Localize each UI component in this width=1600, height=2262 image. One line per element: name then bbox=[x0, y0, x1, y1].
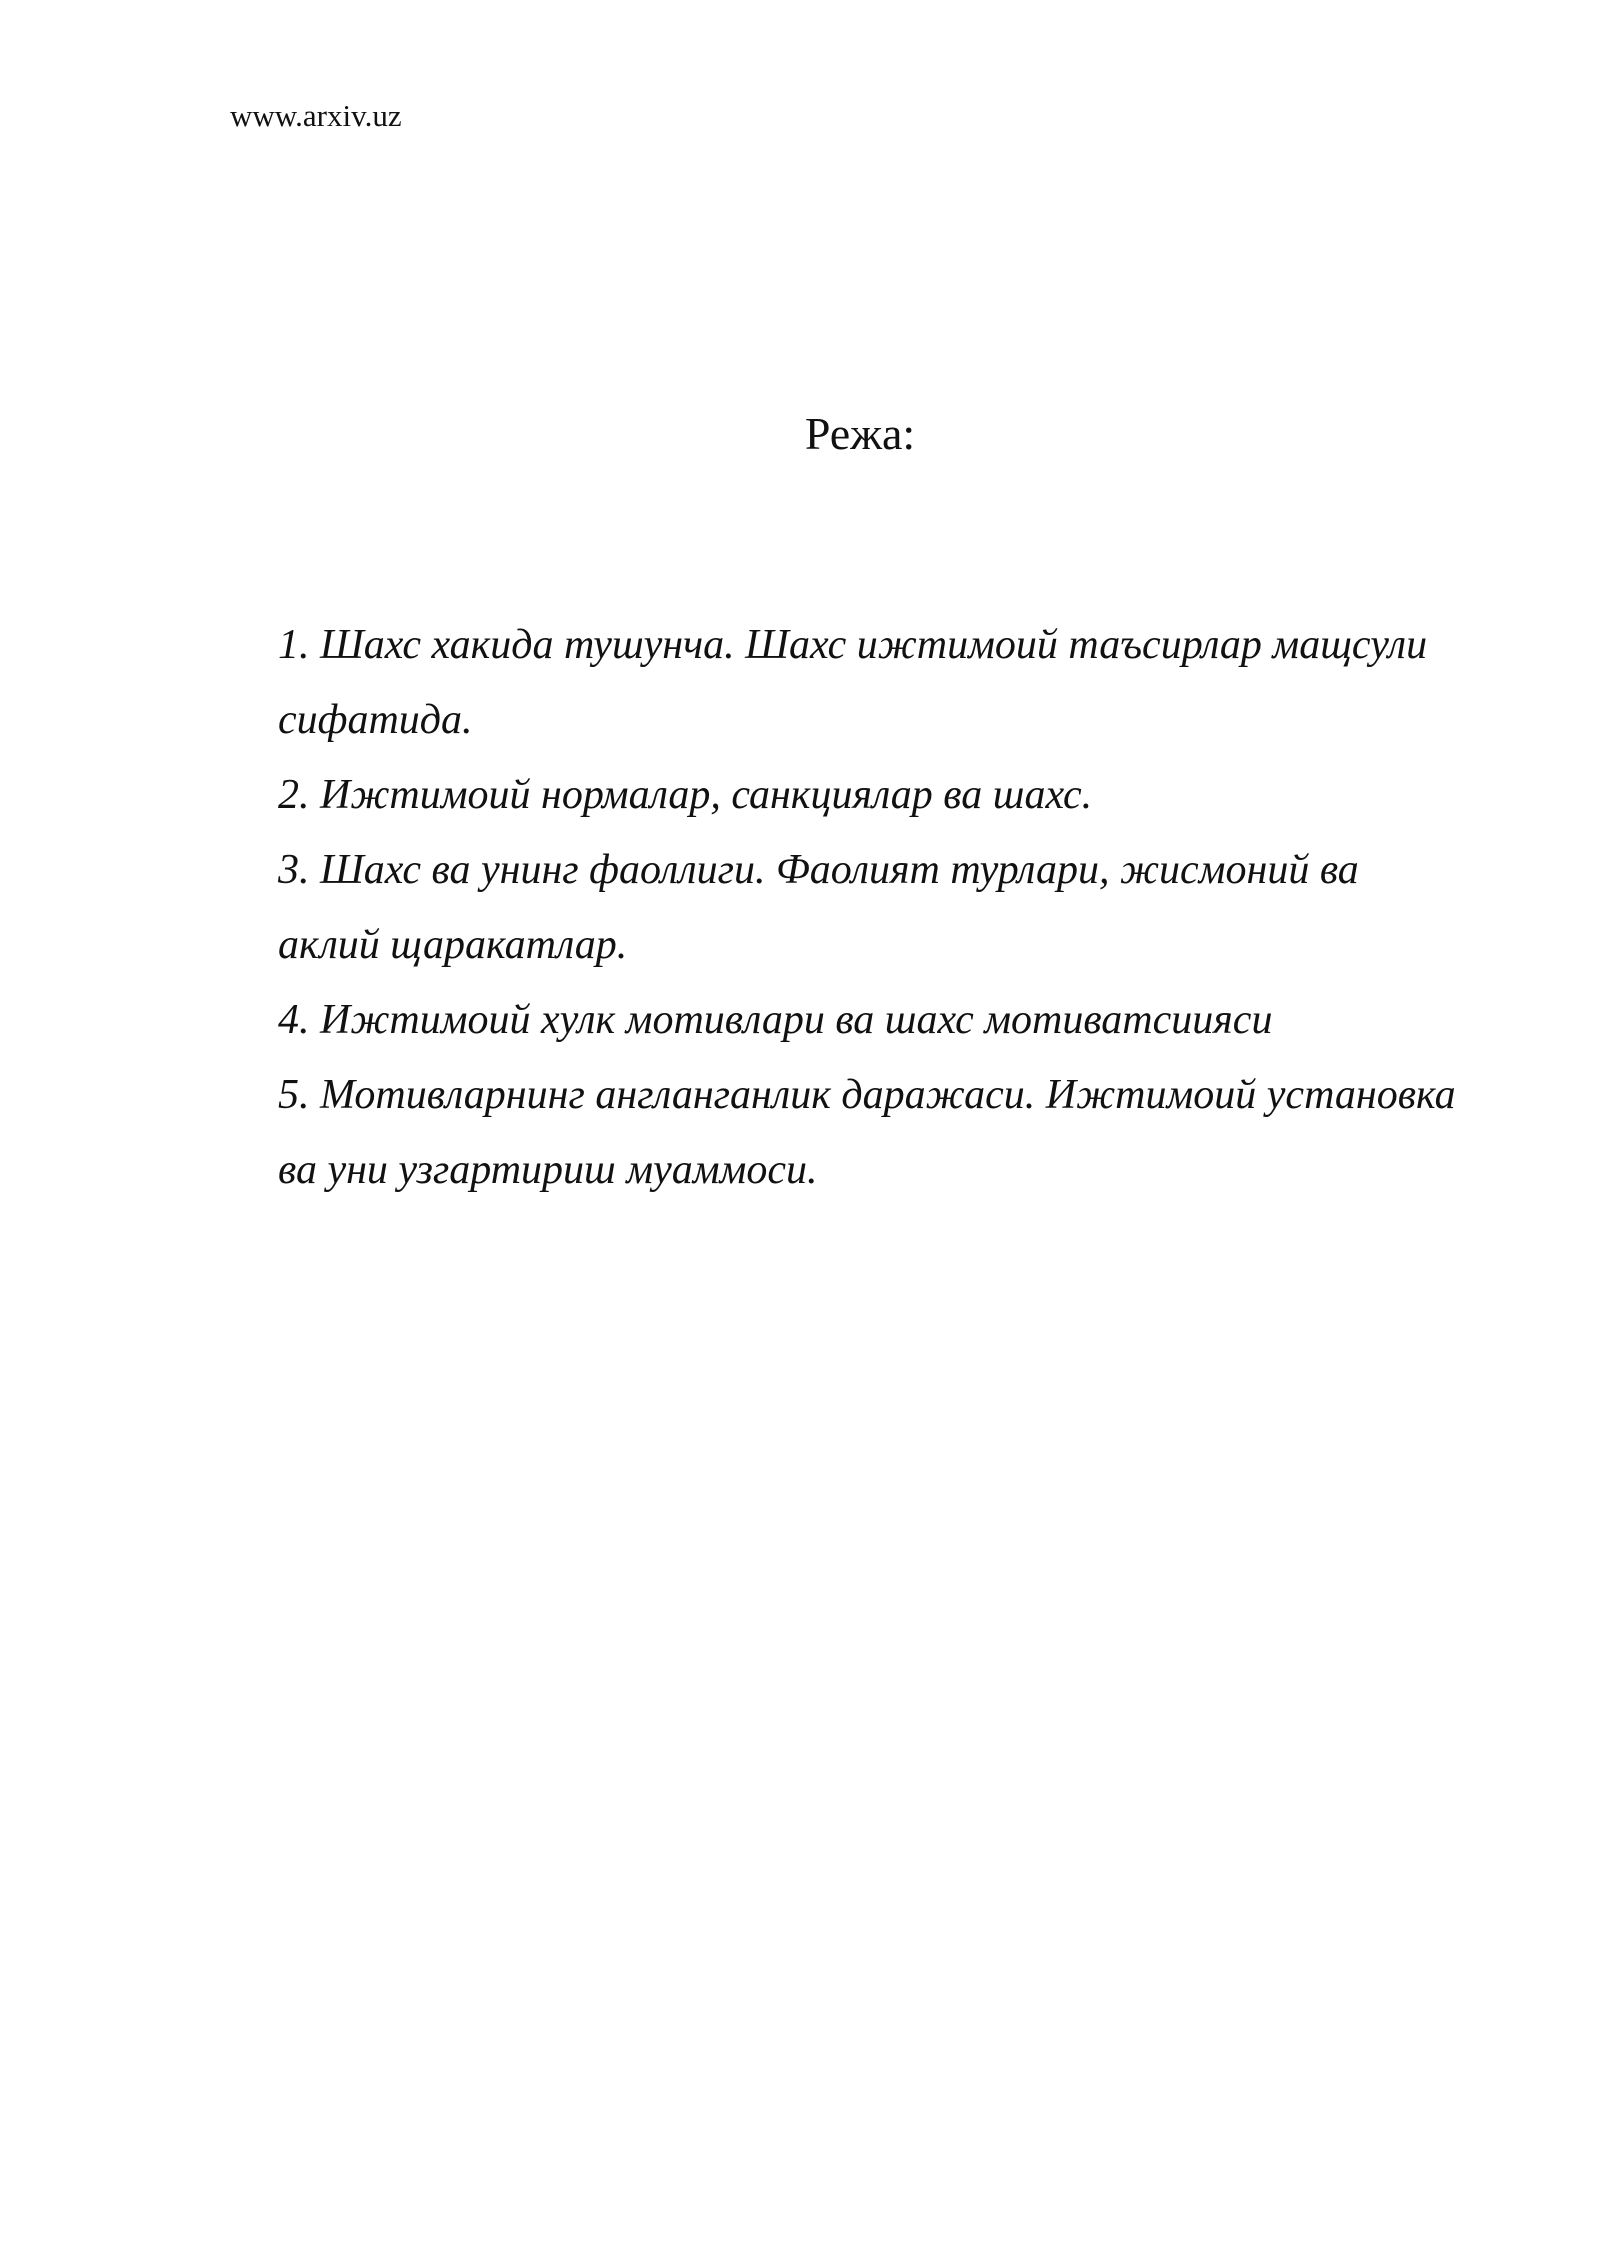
plan-item-1-line-1: 1. Шахс хакида тушунча. Шахс ижтимоий таъсирлар мащсули bbox=[278, 622, 1428, 668]
plan-item-3-line-2: аклий щаракатлар. bbox=[278, 922, 628, 968]
plan-item-1 bbox=[278, 608, 1456, 758]
plan-item-3 bbox=[278, 833, 1456, 983]
plan-list bbox=[278, 608, 1456, 1208]
plan-item-5-line-1: 5. Мотивларнинг англанганлик даражаси. Ижтимоий установка bbox=[278, 1072, 1456, 1118]
plan-title: Режа: bbox=[804, 408, 916, 459]
plan-item-5 bbox=[278, 1058, 1456, 1208]
plan-item-2 bbox=[278, 758, 1456, 833]
plan-item-4-line-1: 4. Ижтимоий хулк мотивлари ва шахс мотиватсиияси bbox=[278, 997, 1273, 1043]
plan-item-4 bbox=[278, 983, 1456, 1058]
plan-item-2-line-1: 2. Ижтимоий нормалар, санкциялар ва шахс. bbox=[278, 772, 1093, 818]
plan-item-1-line-2: сифатида. bbox=[278, 697, 473, 743]
plan-item-3-line-1: 3. Шахс ва унинг фаоллиги. Фаолият турлари, жисмоний ва bbox=[278, 847, 1359, 893]
plan-item-5-line-2: ва уни узгартириш муаммоси. bbox=[278, 1147, 818, 1193]
site-header: www.arxiv.uz bbox=[230, 98, 402, 133]
